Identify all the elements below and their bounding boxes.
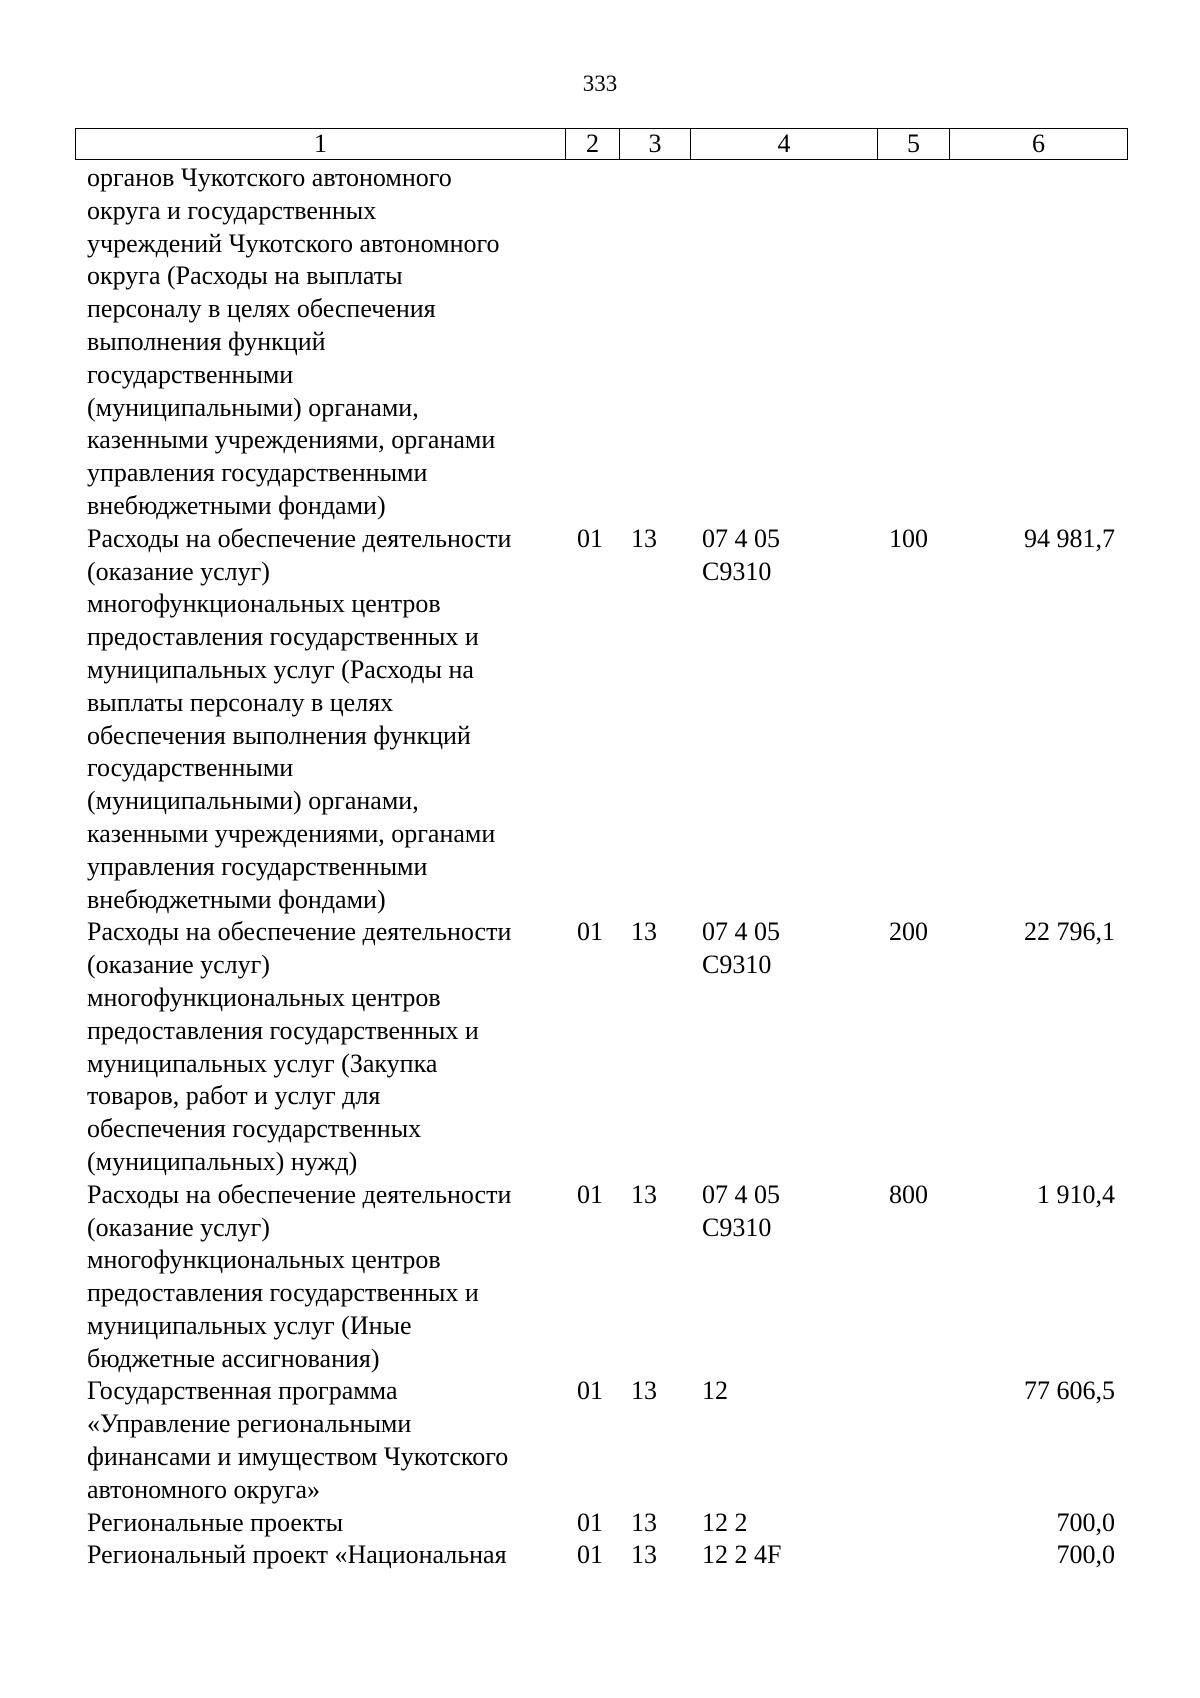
row-amount bbox=[949, 162, 1127, 523]
row-description: Расходы на обеспечение деятельности (оказание услуг) многофункциональных центров предоставления государственных и муниципальных услуг (Расходы на выплаты персоналу в целях обеспечения выполнения функций государственными (муниципальными) органами, казенными учреждениями, органами управления государственными внебюджетными фондами) bbox=[87, 523, 512, 914]
header-col-4: 4 bbox=[691, 129, 878, 160]
header-col-6: 6 bbox=[950, 129, 1128, 160]
row-description: Расходы на обеспечение деятельности (оказание услуг) многофункциональных центров предоставления государственных и муниципальных услуг (Закупка товаров, работ и услуг для обеспечения государственных (муниципальных) нужд) bbox=[87, 917, 512, 1176]
table-row bbox=[75, 1179, 1127, 1376]
row-section: 01 bbox=[577, 1540, 603, 1570]
row-target-article: 07 4 05 С9310 bbox=[702, 523, 780, 586]
row-target-article: 07 4 05 С9310 bbox=[702, 917, 780, 980]
row-expense-type: 800 bbox=[889, 1179, 928, 1209]
row-subsection: 13 bbox=[631, 1507, 657, 1537]
row-description: Государственная программа «Управление региональными финансами и имуществом Чукотского автономного округа» bbox=[87, 1376, 509, 1504]
header-col-5: 5 bbox=[878, 129, 950, 160]
row-subsection: 13 bbox=[631, 1376, 657, 1406]
row-expense-type bbox=[877, 1507, 949, 1540]
row-amount: 1 910,4 bbox=[1037, 1179, 1115, 1209]
row-target-article: 07 4 05 С9310 bbox=[702, 1179, 780, 1242]
row-subsection: 13 bbox=[631, 523, 657, 553]
row-subsection: 13 bbox=[631, 1540, 657, 1570]
table-body bbox=[75, 162, 1127, 1572]
row-amount: 700,0 bbox=[1056, 1540, 1115, 1570]
table-row bbox=[75, 1539, 1127, 1572]
table-row bbox=[75, 523, 1127, 917]
row-description: Региональные проекты bbox=[87, 1507, 344, 1537]
table-row bbox=[75, 1507, 1127, 1540]
page-number: 333 bbox=[582, 71, 618, 96]
row-description: Региональный проект «Национальная bbox=[87, 1540, 507, 1570]
row-target-article bbox=[690, 162, 877, 523]
row-amount: 94 981,7 bbox=[1024, 523, 1115, 553]
row-expense-type bbox=[877, 1375, 949, 1506]
row-expense-type: 100 bbox=[889, 523, 928, 553]
row-expense-type bbox=[877, 1539, 949, 1572]
header-col-2: 2 bbox=[566, 129, 620, 160]
row-subsection: 13 bbox=[631, 1179, 657, 1209]
header-col-1: 1 bbox=[76, 129, 566, 160]
table-header bbox=[75, 128, 1128, 160]
row-subsection: 13 bbox=[631, 917, 657, 947]
row-amount: 700,0 bbox=[1056, 1507, 1115, 1537]
table-row bbox=[75, 1375, 1127, 1506]
row-subsection bbox=[619, 162, 690, 523]
row-section: 01 bbox=[577, 1376, 603, 1406]
header-row bbox=[76, 129, 1128, 160]
row-description: органов Чукотского автономного округа и государственных учреждений Чукотского автономного округа (Расходы на выплаты персоналу в целях обеспечения выполнения функций государственными (муниципальными) органами, казенными учреждениями, органами управления государственными внебюджетными фондами) bbox=[87, 163, 500, 520]
table-row bbox=[75, 916, 1127, 1178]
row-section: 01 bbox=[577, 1179, 603, 1209]
row-expense-type: 200 bbox=[889, 917, 928, 947]
row-amount: 77 606,5 bbox=[1024, 1376, 1115, 1406]
row-description: Расходы на обеспечение деятельности (оказание услуг) многофункциональных центров предоставления государственных и муниципальных услуг (Иные бюджетные ассигнования) bbox=[87, 1179, 512, 1373]
row-target-article: 12 2 bbox=[702, 1507, 748, 1537]
row-section: 01 bbox=[577, 1507, 603, 1537]
row-target-article: 12 2 4F bbox=[702, 1540, 782, 1570]
row-section bbox=[565, 162, 619, 523]
row-section: 01 bbox=[577, 917, 603, 947]
row-expense-type bbox=[877, 162, 949, 523]
row-section: 01 bbox=[577, 523, 603, 553]
table-row bbox=[75, 162, 1127, 523]
row-amount: 22 796,1 bbox=[1024, 917, 1115, 947]
row-target-article: 12 bbox=[702, 1376, 728, 1406]
header-col-3: 3 bbox=[620, 129, 691, 160]
